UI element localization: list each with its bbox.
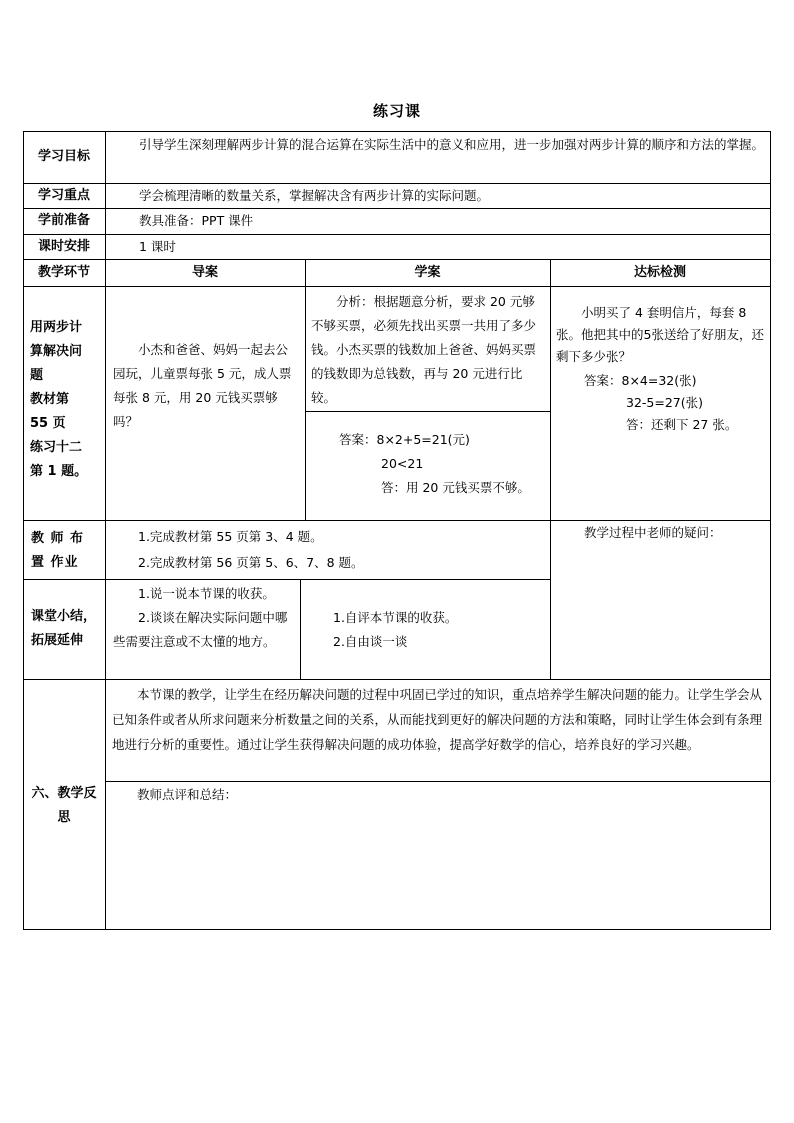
- summary-left: [113, 582, 295, 654]
- answer-line: 20<21: [381, 456, 424, 471]
- answer-line: 答：用 20 元钱买票不够。: [381, 480, 530, 495]
- check-question: 小明买了 4 套明信片，每套 8 张。他把其中的5张送给了好朋友，还剩下多少张？: [556, 305, 764, 364]
- header-stage: 教学环节: [37, 265, 90, 280]
- stage-line: 算解决问: [30, 344, 83, 359]
- time-text: 1 课时: [139, 239, 176, 254]
- study-analysis: 分析：根据题意分析，要求 20 元够不够买票，必须先找出买票一共用了多少钱。小杰买票的钱数加上爸爸、妈妈买票的钱数即为总钱数，再与 20 元进行比较。: [311, 294, 537, 405]
- prep-text: 教具准备：PPT 课件: [139, 213, 254, 228]
- stage-line: 教材第: [30, 392, 70, 407]
- teacher-comment: 教师点评和总结：: [137, 787, 238, 802]
- prep-label: 学前准备: [37, 213, 90, 228]
- summary-item: 2.自由谈一谈: [333, 634, 408, 649]
- reflection-label: 六、教学反思: [31, 786, 97, 825]
- summary-label: 课堂小结，拓展延伸: [31, 609, 97, 648]
- reflection-text: 本节课的教学，让学生在经历解决问题的过程中巩固已学过的知识，重点培养学生解决问题的能力。让学生学会从已知条件或者从所求问题来分析数量之间的关系，从而能找到更好的解决问题的方法和策略，同时让学生体会到有条理地进行分析的重要性。通过让学生获得解决问题的成功体验，提高学好数学的信心，培养良好的学习兴趣。: [112, 687, 763, 752]
- goal-text: 引导学生深刻理解两步计算的混合运算在实际生活中的意义和应用，进一步加强对两步计算的顺序和方法的掌握。: [139, 137, 765, 152]
- summary-right: [308, 606, 543, 654]
- goal-label: 学习目标: [37, 149, 90, 164]
- teacher-question: 教学过程中老师的疑问：: [584, 525, 722, 540]
- focus-text: 学会梳理清晰的数量关系，掌握解决含有两步计算的实际问题。: [139, 188, 490, 203]
- answer-line: 32-5=27(张): [626, 395, 704, 410]
- homework-item: 1.完成教材第 55 页第 3、4 题。: [138, 529, 323, 544]
- time-label: 课时安排: [37, 239, 90, 254]
- homework-items: [113, 524, 543, 576]
- answer-line: 答：还剩下 27 张。: [626, 417, 738, 432]
- summary-item: 2.谈谈在解决实际问题中哪些需要注意或不太懂的地方。: [113, 610, 288, 649]
- stage-line: 55 页: [30, 416, 66, 431]
- header-check: 达标检测: [633, 265, 686, 280]
- header-guide: 导案: [191, 265, 218, 280]
- page-title: 练习课: [372, 102, 421, 120]
- stage-line: 第 1 题。: [30, 464, 88, 479]
- header-study: 学案: [414, 265, 441, 280]
- homework-item: 2.完成教材第 56 页第 5、6、7、8 题。: [138, 555, 364, 570]
- summary-item: 1.自评本节课的收获。: [333, 610, 458, 625]
- stage-line: 题: [30, 368, 44, 383]
- stage-line: 练习十二: [30, 440, 83, 455]
- focus-label: 学习重点: [37, 188, 90, 203]
- answer-line: 答案：8×2+5=21(元): [339, 432, 470, 447]
- guide-problem: 小杰和爸爸、妈妈一起去公园玩，儿童票每张 5 元，成人票每张 8 元，用 20 元钱买票够吗？: [113, 342, 292, 429]
- answer-line: 答案：8×4=32(张): [584, 373, 697, 388]
- study-answer: [311, 428, 546, 500]
- stage-line: 用两步计: [30, 320, 83, 335]
- check-answer: [556, 370, 766, 436]
- summary-item: 1.说一说本节课的收获。: [138, 586, 275, 601]
- section1-stage: [30, 316, 102, 484]
- homework-label: 教 师 布 置 作业: [31, 531, 85, 570]
